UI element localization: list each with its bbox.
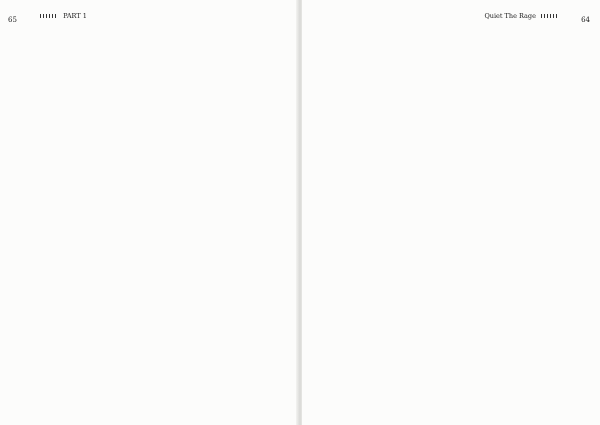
page-number-left: 65 bbox=[8, 16, 17, 24]
right-page-body-text bbox=[378, 40, 586, 410]
ornament-icon bbox=[40, 14, 58, 18]
block-quote bbox=[12, 40, 164, 410]
left-page bbox=[0, 0, 298, 425]
header-book-title-en: Quiet The Rage bbox=[484, 12, 536, 20]
right-page bbox=[302, 0, 600, 425]
ornament-icon bbox=[541, 14, 559, 18]
header-part: PART 1 bbox=[63, 12, 87, 20]
running-header-left bbox=[37, 12, 87, 20]
right-page-body-text-continued bbox=[302, 40, 346, 410]
left-page-body-text bbox=[168, 40, 288, 410]
page-number-right: 64 bbox=[581, 16, 590, 24]
running-header-right bbox=[484, 12, 562, 20]
